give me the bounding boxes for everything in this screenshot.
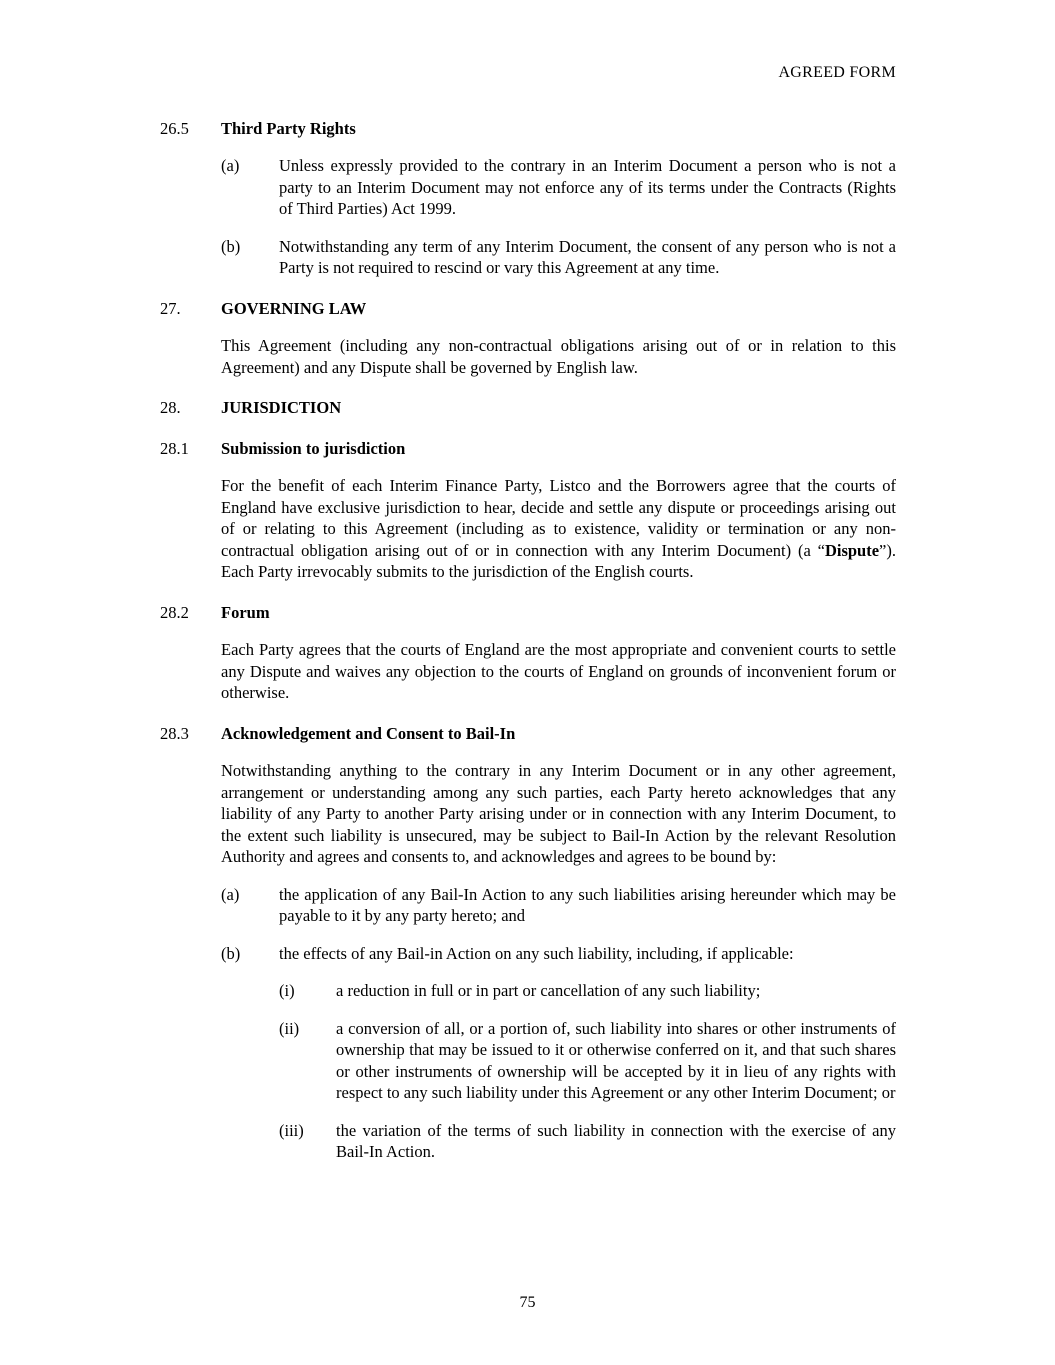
section-number: 28.2: [160, 602, 189, 622]
sub-list-item: [279, 1120, 896, 1163]
list-item-text: the effects of any Bail-in Action on any such liability, including, if applicable:: [279, 943, 794, 963]
list-item-label: (a): [221, 156, 240, 175]
sub-list-item: [279, 980, 896, 1002]
page-header: [160, 62, 896, 84]
sub-list-item-text: the variation of the terms of such liability in connection with the exercise of any Bail-In Action.: [336, 1120, 896, 1161]
section-number: 28.: [160, 398, 181, 417]
list-item: [221, 155, 896, 220]
list-item-text: Unless expressly provided to the contrary in an Interim Document a person who is not a party to an Interim Document may not enforce any of its terms under the Contracts (Rights of Third Parties) Act 1999.: [279, 156, 896, 218]
header-label: AGREED FORM: [778, 64, 896, 81]
section-27-heading: [160, 298, 896, 320]
section-title: Submission to jurisdiction: [221, 438, 406, 458]
paragraph-text: ”). Each Party irrevocably submits to the jurisdiction of the English courts.: [221, 540, 896, 581]
section-title: Third Party Rights: [221, 118, 356, 138]
section-number: 26.5: [160, 118, 189, 138]
list-item-label: (b): [221, 943, 241, 963]
section-26-5-heading: [160, 118, 896, 140]
sub-list-item-label: (i): [279, 981, 295, 1000]
section-28-1-heading: [160, 438, 896, 460]
list-item: [221, 884, 896, 927]
section-28-3-heading: [160, 723, 896, 745]
section-title: GOVERNING LAW: [221, 298, 367, 318]
section-number: 27.: [160, 298, 181, 318]
section-title: Forum: [221, 602, 270, 622]
sub-list-item: [279, 1018, 896, 1104]
paragraph-text: For the benefit of each Interim Finance Party, Listco and the Borrowers agree that the courts of England have exclusive jurisdiction to hear, decide and settle any dispute or proceedings arising out of or relating to this Agreement (including as to existence, validity or termination or any non-contractual obligation arising out of or in connection with any Interim Document) (a “: [221, 476, 896, 560]
section-number: 28.1: [160, 438, 189, 458]
paragraph: Notwithstanding anything to the contrary in any Interim Document or in any other agreement, arrangement or understanding among any such parties, each Party hereto acknowledges that any liability of any Party to another Party arising under or in connection with any Interim Document, to the extent such liability is unsecured, may be subject to Bail-In Action by the relevant Resolution Authority and agrees and consents to, and acknowledges and agrees to be bound by:: [221, 761, 896, 866]
list-item-label: (b): [221, 236, 241, 256]
paragraph: [221, 475, 896, 583]
sub-list-item-text: a conversion of all, or a portion of, such liability into shares or other instruments of ownership that may be issued to it or otherwise conferred on it, and that such shares or other instruments of ownership will be accepted by it in lieu of any rights with respect to any such liability under this Agreement or any other Interim Document; or: [336, 1018, 896, 1102]
sub-list-item-label: (iii): [279, 1120, 304, 1140]
list-item: [221, 943, 896, 965]
section-title: JURISDICTION: [221, 398, 342, 417]
list-item-label: (a): [221, 884, 240, 904]
page-footer: [0, 1292, 1055, 1314]
list-item-text: the application of any Bail-In Action to any such liabilities arising hereunder which may be payable to it by any party hereto; and: [279, 884, 896, 925]
section-28-2-heading: [160, 602, 896, 624]
sub-list-item-label: (ii): [279, 1018, 300, 1038]
sub-list-item-text: a reduction in full or in part or cancellation of any such liability;: [336, 981, 761, 1000]
page-number: 75: [519, 1293, 536, 1311]
list-item: [221, 236, 896, 279]
section-28-heading: [160, 397, 896, 419]
section-number: 28.3: [160, 723, 189, 743]
section-title: Acknowledgement and Consent to Bail-In: [221, 723, 516, 743]
defined-term: Dispute: [824, 540, 880, 560]
paragraph: Each Party agrees that the courts of England are the most appropriate and convenient courts to settle any Dispute and waives any objection to the courts of England on grounds of inconvenient forum or otherwise.: [221, 640, 896, 702]
list-item-text: Notwithstanding any term of any Interim Document, the consent of any person who is not a Party is not required to rescind or vary this Agreement at any time.: [279, 236, 896, 277]
paragraph: This Agreement (including any non-contractual obligations arising out of or in relation to this Agreement) and any Dispute shall be governed by English law.: [221, 336, 896, 377]
